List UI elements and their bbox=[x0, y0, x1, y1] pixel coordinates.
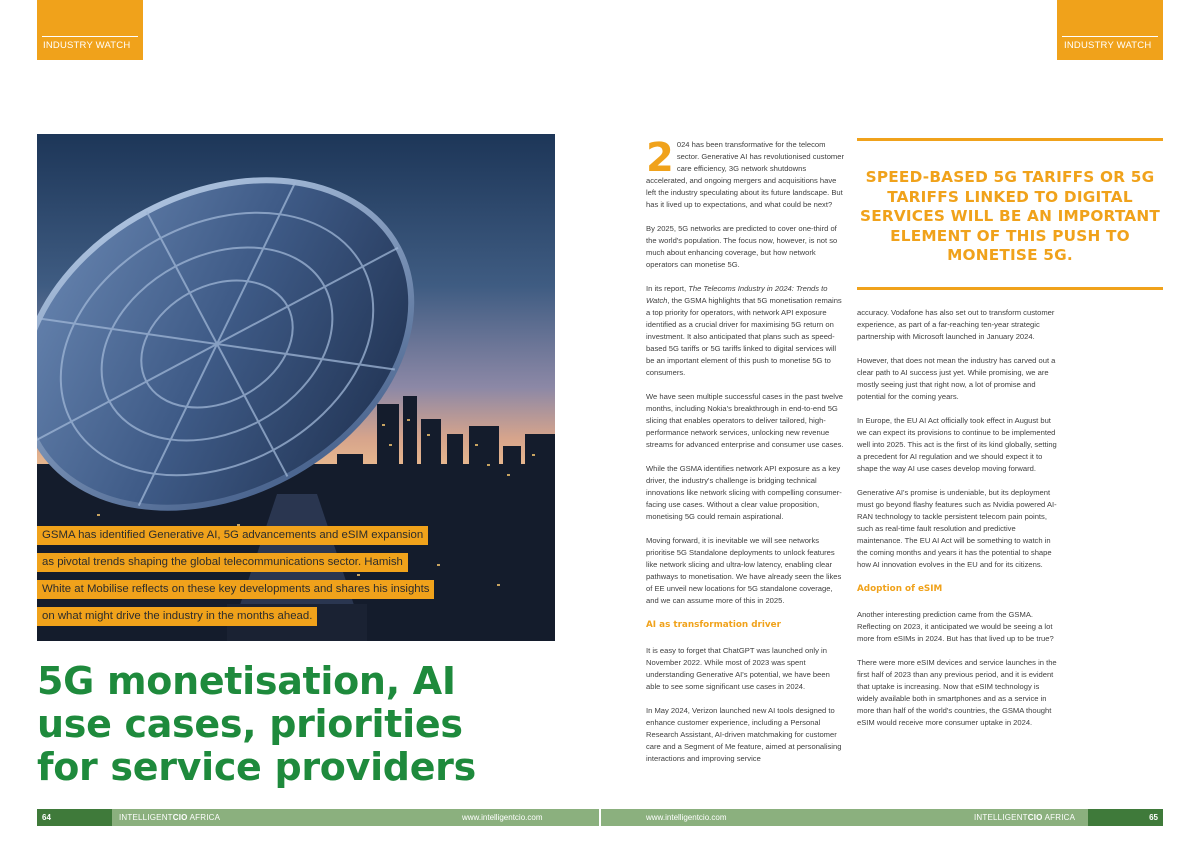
website-url[interactable]: www.intelligentcio.com bbox=[462, 813, 543, 822]
article-paragraph: By 2025, 5G networks are predicted to cover one-third of the world's population. The focus now, however, is not so much about enhancing coverage, but how network operators can monetise 5G. bbox=[646, 224, 838, 269]
headline-line: 5G monetisation, AI bbox=[37, 659, 456, 703]
pub-text: INTELLIGENT bbox=[119, 813, 173, 822]
article-paragraph: Generative AI's promise is undeniable, but its deployment must go beyond flashy features such as Nvidia powered AI-RAN technology to tackle persistent telecom pain points, such as real-time fault resolution and predictive maintenance. The EU AI Act will be something to watch in the coming months and years it has the potential to shape how AI innovation evolves in the EU and for its citizens. bbox=[857, 488, 1057, 569]
article-paragraph: While the GSMA identifies network API exposure as a key driver, the industry's challenge is bridging technical innovations like network slicing with compelling consumer-facing use cases. Without a clear value proposition, monetising 5G could remain aspirational. bbox=[646, 464, 842, 521]
paragraph-text: In its report, bbox=[646, 284, 689, 293]
footer-left bbox=[37, 809, 599, 826]
section-tab-right bbox=[1057, 0, 1163, 60]
caption-line: on what might drive the industry in the months ahead. bbox=[37, 607, 317, 626]
paragraph-text: , the GSMA highlights that 5G monetisation remains a top priority for operators, with network API exposure identified as a crucial driver for maximising 5G return on investment. It also anticipated that plans such as speed-based 5G tariffs or 5G tariffs linked to digital services will be an important element of this push to monetise 5G to consumers. bbox=[646, 296, 842, 377]
drop-cap: 2 bbox=[646, 135, 674, 181]
caption-line: GSMA has identified Generative AI, 5G advancements and eSIM expansion bbox=[37, 526, 428, 545]
footer-right bbox=[601, 809, 1163, 826]
tab-rule bbox=[42, 36, 138, 37]
pub-text-bold: CIO bbox=[172, 813, 188, 822]
article-paragraph bbox=[646, 283, 846, 379]
article-paragraph: There were more eSIM devices and service launches in the first half of 2023 than any previous period, and it is evident that uptake is increasing. Now that eSIM technology is widely available both in smartphones and as a service in more than half of the world's countries, the GSMA thought eSIM would receive more consumer uptake in 2024. bbox=[857, 658, 1057, 727]
article-paragraph: In May 2024, Verizon launched new AI tools designed to enhance customer experience, including a Personal Research Assistant, AI-driven matchmaking for customer care and a Segment of Me feature, aimed at personalising interactions and improving service bbox=[646, 706, 842, 763]
section-label-right: INDUSTRY WATCH bbox=[1064, 40, 1152, 51]
pull-quote bbox=[857, 138, 1163, 290]
article-paragraph: However, that does not mean the industry has carved out a clear path to AI success just yet. While promising, we are mostly seeing just that right now, a lot of promise and potential for the coming years. bbox=[857, 356, 1056, 401]
headline-line: for service providers bbox=[37, 745, 476, 789]
section-label-left: INDUSTRY WATCH bbox=[43, 40, 131, 51]
article-paragraph: It is easy to forget that ChatGPT was launched only in November 2022. While most of 2023 was spent understanding Generative AI's potential, we have been able to see some significant use cases in 2024. bbox=[646, 646, 830, 691]
article-paragraph: Moving forward, it is inevitable we will see networks prioritise 5G Standalone deployments to unlock features like network slicing and ultra-low latency, enabling clear pathways to monetisation. We have already seen the likes of EE unveil new locations for 5G standalone coverage, and we can assume more of this in 2025. bbox=[646, 536, 842, 605]
article-paragraph: We have seen multiple successful cases in the past twelve months, including Nokia's breakthrough in end-to-end 5G slicing that enables operators to deliver tailored, high-performance network services, unlocking new revenue streams for advanced enterprise and consumer use cases. bbox=[646, 392, 844, 449]
article-column-2 bbox=[857, 307, 1057, 741]
pub-text: AFRICA bbox=[187, 813, 221, 822]
section-tab-left bbox=[37, 0, 143, 60]
subheading-esim: Adoption of eSIM bbox=[857, 584, 943, 594]
pub-text: INTELLIGENT bbox=[974, 813, 1028, 822]
article-paragraph: In Europe, the EU AI Act officially took effect in August but we can expect its provisions to continue to be implemented well into 2025. This act is the first of its kind globally, setting a precedent for AI regulation and we should expect it to shape the way AI use cases develop moving forward. bbox=[857, 416, 1057, 473]
subheading-ai: AI as transformation driver bbox=[646, 620, 781, 630]
article-paragraph: Another interesting prediction came from the GSMA. Reflecting on 2023, it anticipated we would be seeing a lot more from eSIMs in 2024. But has that lived up to be true? bbox=[857, 610, 1054, 643]
page-number-right: 65 bbox=[1088, 809, 1163, 826]
pub-text: AFRICA bbox=[1042, 813, 1076, 822]
article-column-1 bbox=[646, 135, 846, 777]
headline-line: use cases, priorities bbox=[37, 702, 463, 746]
pub-text-bold: CIO bbox=[1027, 813, 1043, 822]
caption-line: White at Mobilise reflects on these key developments and shares his insights bbox=[37, 580, 434, 599]
pull-quote-text: SPEED-BASED 5G TARIFFS OR 5G TARIFFS LINKED TO DIGITAL SERVICES WILL BE AN IMPORTANT ELEMENT OF THIS PUSH TO MONETISE 5G. bbox=[860, 168, 1160, 265]
page-number-left: 64 bbox=[37, 809, 112, 826]
website-url[interactable]: www.intelligentcio.com bbox=[646, 813, 727, 822]
report-title: The Telecoms Industry in 2024: Trends to Watch bbox=[646, 284, 828, 305]
caption-line: as pivotal trends shaping the global telecommunications sector. Hamish bbox=[37, 553, 408, 572]
article-paragraph bbox=[646, 135, 846, 211]
publication-name bbox=[974, 809, 1075, 826]
tab-rule bbox=[1062, 36, 1158, 37]
paragraph-text: 024 has been transformative for the telecom sector. Generative AI has revolutionised customer care efficiency, 3G network shutdowns accelerated, and ongoing mergers and acquisitions have left the industry speculating about its future landscape. But has it lived up to expectations, and what could be next? bbox=[646, 140, 844, 209]
article-headline bbox=[37, 660, 557, 789]
photo-caption bbox=[37, 525, 467, 633]
article-paragraph: accuracy. Vodafone has also set out to transform customer experience, as part of a far-reaching ten-year strategic partnership with Microsoft launched in January 2024. bbox=[857, 308, 1055, 341]
publication-name bbox=[119, 809, 220, 826]
